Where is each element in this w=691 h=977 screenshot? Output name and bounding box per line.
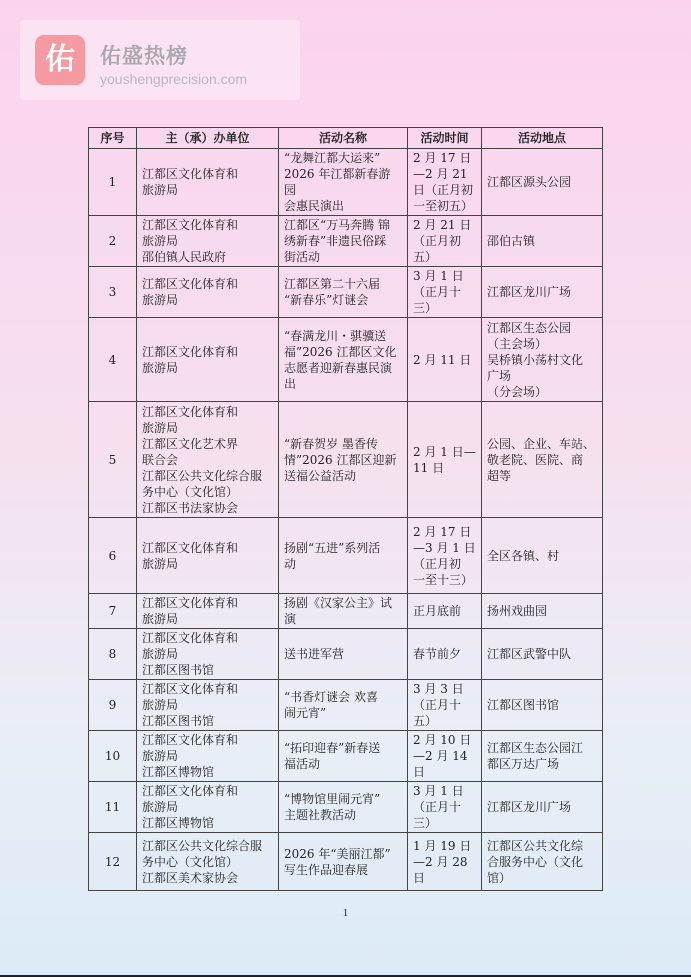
cell-activity-name: “博物馆里闹元宵” 主题社教活动 <box>279 782 408 833</box>
cell-activity-name: 扬剧《汉家公主》试 演 <box>279 594 408 629</box>
header-activity-name: 活动名称 <box>279 128 408 149</box>
cell-activity-name: 江都区第二十六届 “新春乐”灯谜会 <box>279 267 408 318</box>
cell-activity-place: 江都区武警中队 <box>482 629 603 680</box>
page-number: 1 <box>342 907 349 919</box>
cell-organizer: 江都区公共文化综合服 务中心（文化馆） 江都区美术家协会 <box>137 833 279 891</box>
cell-organizer: 江都区文化体育和 旅游局 <box>137 318 279 402</box>
logo-name: 佑盛热榜 <box>100 44 188 68</box>
cell-index: 11 <box>89 782 137 833</box>
cell-activity-name: “书香灯谜会 欢喜 闹元宵” <box>279 680 408 731</box>
cell-activity-time: 3 月 3 日 （正月十 五） <box>408 680 482 731</box>
cell-activity-time: 3 月 1 日 （正月十 三） <box>408 267 482 318</box>
activity-schedule-table <box>88 127 603 891</box>
cell-activity-time: 2 月 1 日— 11 日 <box>408 402 482 518</box>
table-header-row <box>89 128 603 149</box>
table-row <box>89 318 603 402</box>
cell-index: 7 <box>89 594 137 629</box>
cell-activity-time: 3 月 1 日 （正月十 三） <box>408 782 482 833</box>
cell-index: 2 <box>89 216 137 267</box>
cell-activity-place: 公园、企业、车站、 敬老院、医院、商 超等 <box>482 402 603 518</box>
cell-organizer: 江都区文化体育和 旅游局 <box>137 518 279 594</box>
logo-mark-icon: 佑 <box>35 35 85 85</box>
table-row <box>89 149 603 216</box>
cell-organizer: 江都区文化体育和 旅游局 江都区图书馆 <box>137 680 279 731</box>
cell-activity-time: 2 月 21 日 （正月初 五） <box>408 216 482 267</box>
cell-organizer: 江都区文化体育和 旅游局 江都区博物馆 <box>137 731 279 782</box>
cell-activity-place: 邵伯古镇 <box>482 216 603 267</box>
table-row <box>89 402 603 518</box>
cell-activity-name: “新春贺岁 墨香传 情”2026 江都区迎新 送福公益活动 <box>279 402 408 518</box>
cell-index: 12 <box>89 833 137 891</box>
cell-activity-time: 正月底前 <box>408 594 482 629</box>
header-activity-time: 活动时间 <box>408 128 482 149</box>
cell-activity-place: 江都区源头公园 <box>482 149 603 216</box>
header-organizer: 主（承）办单位 <box>137 128 279 149</box>
cell-activity-name: 送书进军营 <box>279 629 408 680</box>
cell-activity-place: 江都区公共文化综 合服务中心（文化 馆） <box>482 833 603 891</box>
cell-activity-time: 2 月 10 日 —2 月 14 日 <box>408 731 482 782</box>
cell-organizer: 江都区文化体育和 旅游局 邵伯镇人民政府 <box>137 216 279 267</box>
cell-organizer: 江都区文化体育和 旅游局 <box>137 149 279 216</box>
cell-activity-place: 江都区生态公园 （主会场） 吴桥镇小荡村文化 广场 （分会场） <box>482 318 603 402</box>
cell-activity-time: 春节前夕 <box>408 629 482 680</box>
table-row <box>89 267 603 318</box>
cell-activity-place: 江都区龙川广场 <box>482 782 603 833</box>
cell-activity-place: 全区各镇、村 <box>482 518 603 594</box>
cell-activity-name: 扬剧“五进”系列活 动 <box>279 518 408 594</box>
table-row <box>89 731 603 782</box>
table-row <box>89 782 603 833</box>
cell-index: 4 <box>89 318 137 402</box>
cell-activity-time: 2 月 11 日 <box>408 318 482 402</box>
cell-activity-name: 2026 年“美丽江都” 写生作品迎春展 <box>279 833 408 891</box>
table-row <box>89 833 603 891</box>
cell-activity-place: 江都区图书馆 <box>482 680 603 731</box>
cell-activity-name: “春满龙川・骐骥送 福”2026 江都区文化 志愿者迎新春惠民演 出 <box>279 318 408 402</box>
cell-index: 5 <box>89 402 137 518</box>
header-activity-place: 活动地点 <box>482 128 603 149</box>
cell-activity-name: 江都区“万马奔腾 锦 绣新春”非遗民俗踩 街活动 <box>279 216 408 267</box>
cell-activity-name: “拓印迎春”新春送 福活动 <box>279 731 408 782</box>
cell-index: 10 <box>89 731 137 782</box>
table-row <box>89 629 603 680</box>
cell-index: 3 <box>89 267 137 318</box>
cell-organizer: 江都区文化体育和 旅游局 <box>137 267 279 318</box>
cell-activity-time: 1 月 19 日 —2 月 28 日 <box>408 833 482 891</box>
cell-activity-name: “龙舞江都大运来” 2026 年江都新春游园 会惠民演出 <box>279 149 408 216</box>
table-row <box>89 518 603 594</box>
cell-index: 9 <box>89 680 137 731</box>
table-row <box>89 594 603 629</box>
cell-activity-time: 2 月 17 日 —3 月 1 日 （正月初 一至十三） <box>408 518 482 594</box>
logo-url: youshengprecision.com <box>100 71 248 87</box>
table-row <box>89 680 603 731</box>
watermark-logo <box>20 20 300 100</box>
cell-activity-time: 2 月 17 日 —2 月 21 日（正月初 一至初五） <box>408 149 482 216</box>
cell-organizer: 江都区文化体育和 旅游局 江都区文化艺术界 联合会 江都区公共文化综合服 务中心（文化馆） 江都区书法家协会 <box>137 402 279 518</box>
cell-index: 8 <box>89 629 137 680</box>
cell-organizer: 江都区文化体育和 旅游局 <box>137 594 279 629</box>
cell-activity-place: 江都区生态公园江 都区万达广场 <box>482 731 603 782</box>
cell-index: 6 <box>89 518 137 594</box>
cell-activity-place: 扬州戏曲园 <box>482 594 603 629</box>
cell-organizer: 江都区文化体育和 旅游局 江都区博物馆 <box>137 782 279 833</box>
cell-organizer: 江都区文化体育和 旅游局 江都区图书馆 <box>137 629 279 680</box>
cell-index: 1 <box>89 149 137 216</box>
cell-activity-place: 江都区龙川广场 <box>482 267 603 318</box>
table-row <box>89 216 603 267</box>
header-index: 序号 <box>89 128 137 149</box>
